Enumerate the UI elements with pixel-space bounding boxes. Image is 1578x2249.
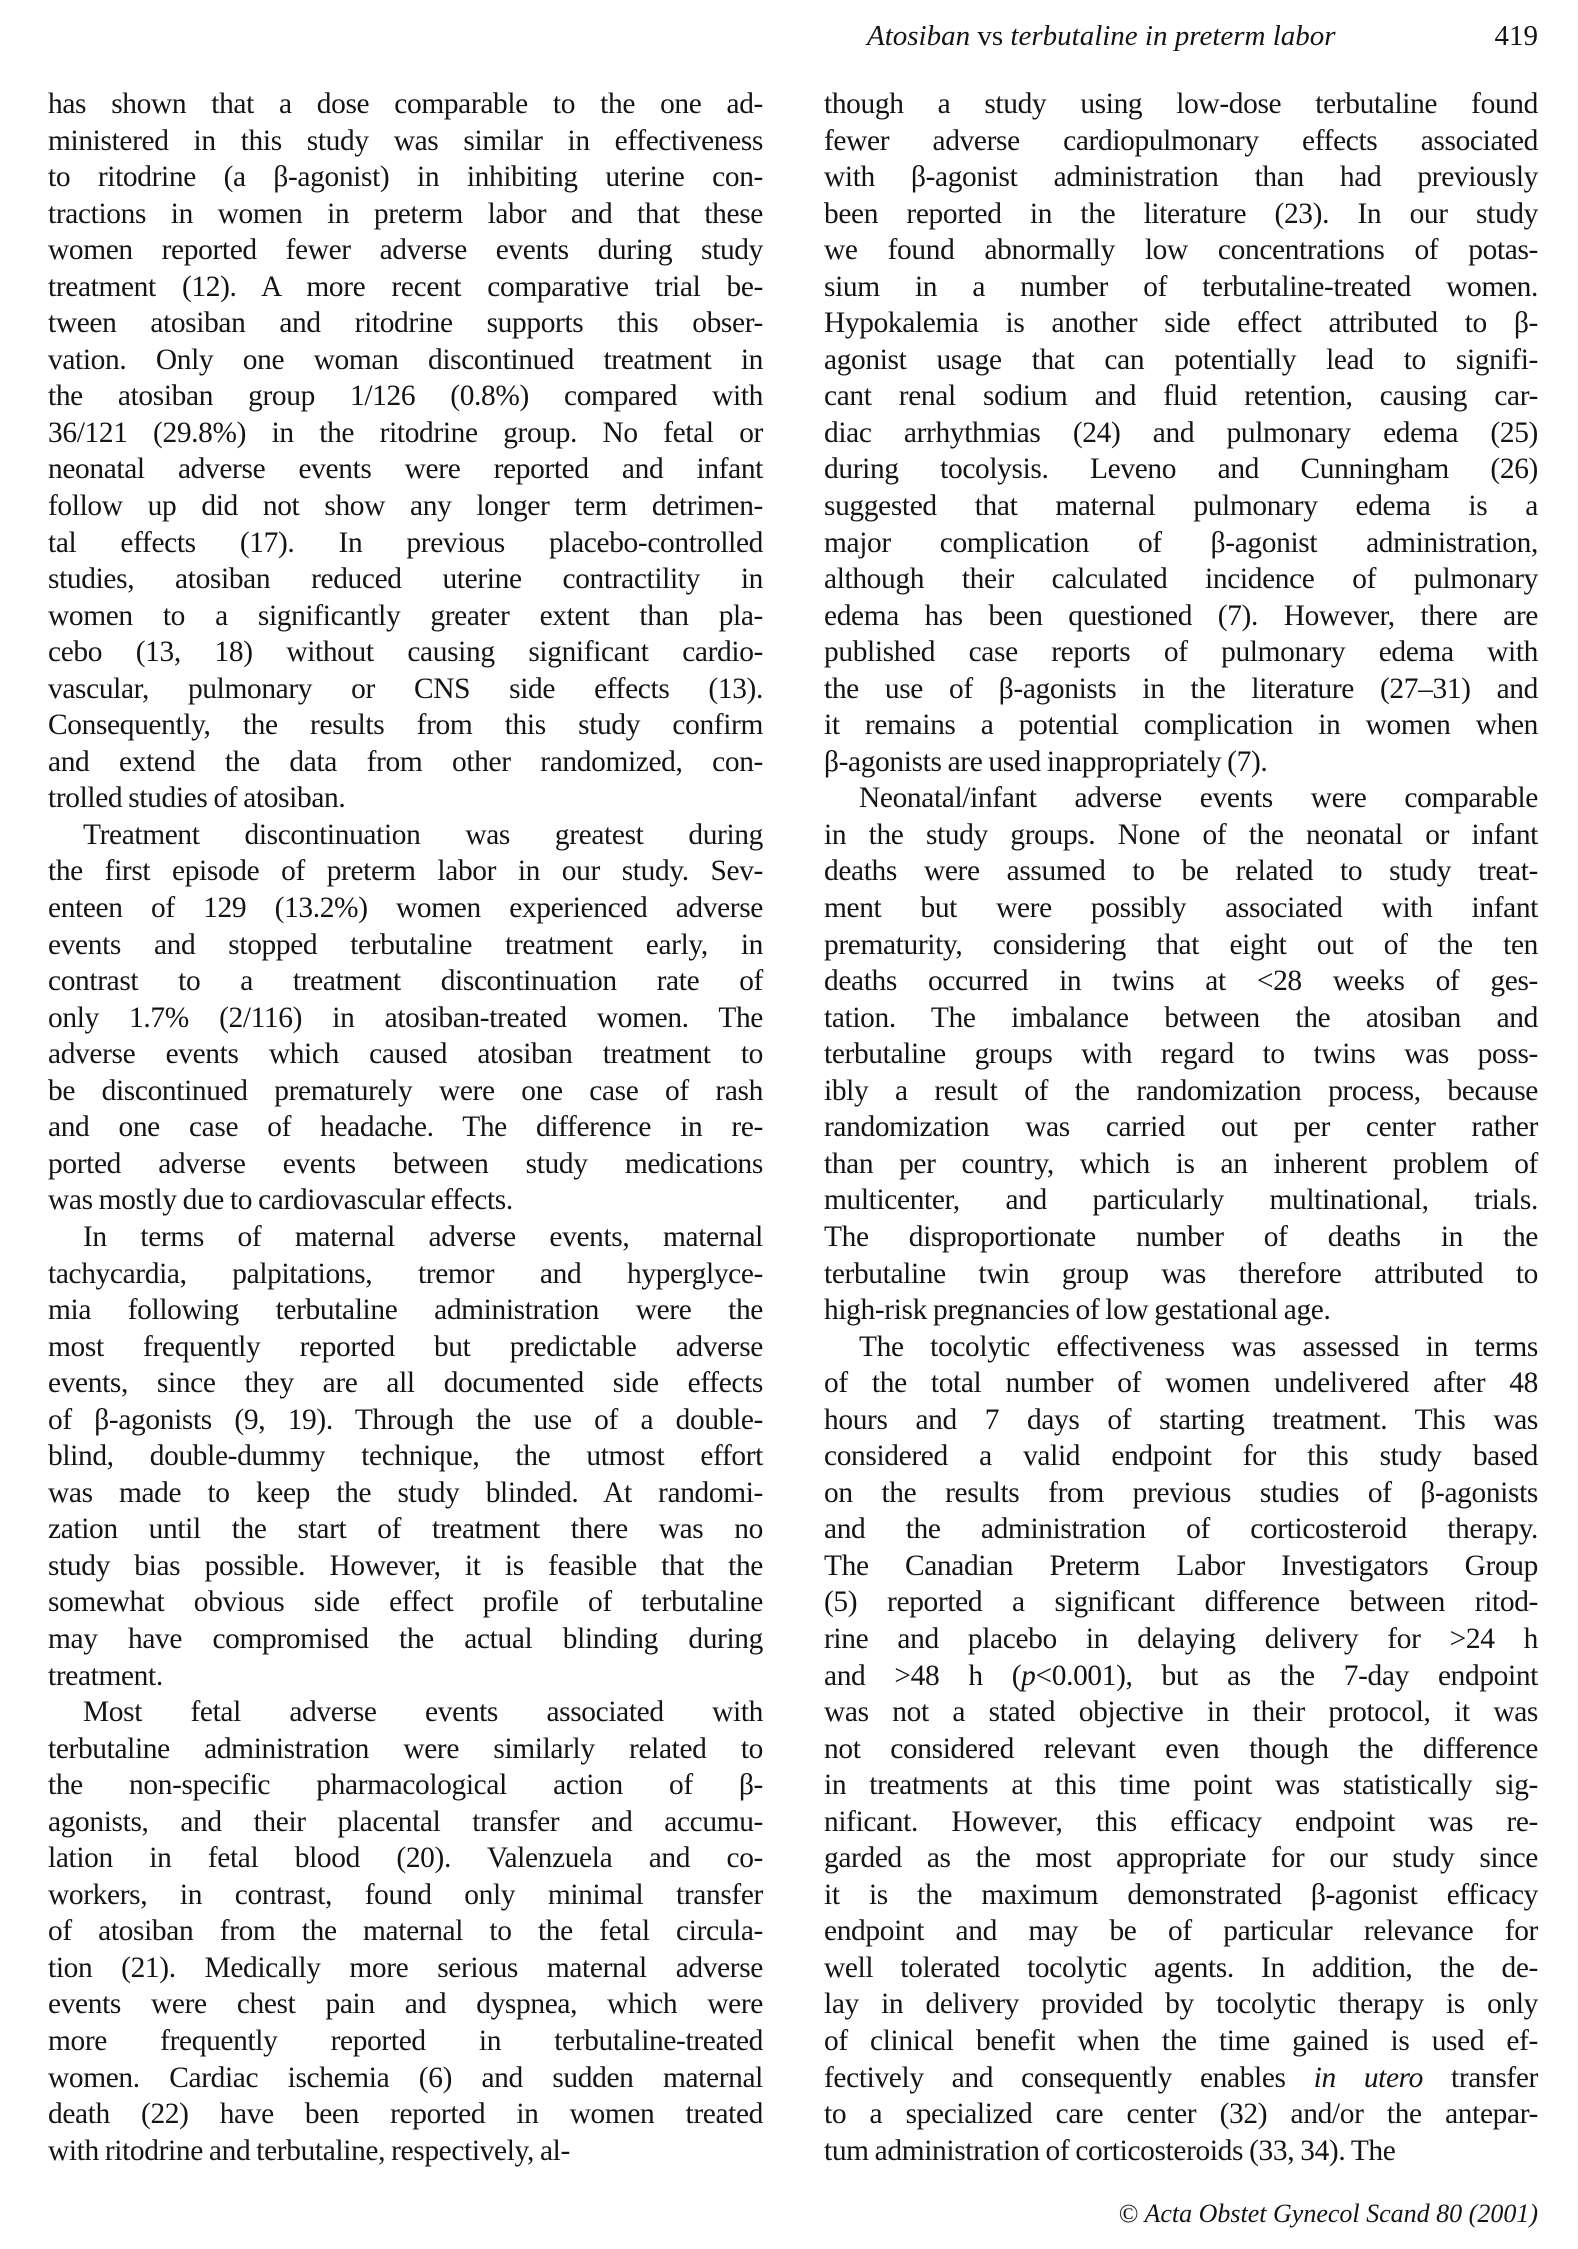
text-line: somewhat obvious side effect profile of terbutaline (48, 1586, 763, 1619)
text-line: events were chest pain and dyspnea, which were (48, 1988, 763, 2021)
text-line: of atosiban from the maternal to the fetal circula- (48, 1915, 763, 1948)
right-column (824, 86, 1538, 2186)
text-line: terbutaline twin group was therefore attributed to (824, 1257, 1538, 1290)
text-line: treatment. (48, 1659, 163, 1692)
text-line: edema has been questioned (7). However, there are (824, 599, 1538, 632)
text-line: published case reports of pulmonary edema with (824, 636, 1538, 669)
text-line: studies, atosiban reduced uterine contractility in (48, 563, 763, 596)
text-line: Consequently, the results from this study confirm (48, 709, 763, 742)
text-line: β-agonists are used inappropriately (7). (824, 745, 1268, 778)
text-line: lay in delivery provided by tocolytic therapy is only (824, 1988, 1538, 2021)
text-line: most frequently reported but predictable adverse (48, 1330, 763, 1363)
text-line: vascular, pulmonary or CNS side effects (13). (48, 672, 763, 705)
text-line: tween atosiban and ritodrine supports this obser- (48, 307, 763, 340)
text-line: only 1.7% (2/116) in atosiban-treated women. The (48, 1001, 763, 1034)
text-line: study bias possible. However, it is feasible that the (48, 1549, 763, 1582)
text-line: of the total number of women undelivered after 48 (824, 1367, 1538, 1400)
text-line: was not a stated objective in their protocol, it was (824, 1696, 1538, 1729)
text-line: during tocolysis. Leveno and Cunningham (26) (824, 453, 1538, 486)
running-title-part2: terbutaline in preterm labor (1010, 20, 1336, 52)
text-line: randomization was carried out per center rather (824, 1111, 1538, 1144)
text-line: cant renal sodium and fluid retention, causing car- (824, 380, 1538, 413)
journal-citation: Acta Obstet Gynecol Scand 80 (2001) (1138, 2199, 1538, 2228)
text-line: Most fetal adverse events associated with (83, 1696, 763, 1729)
text-line: the non-specific pharmacological action of β- (48, 1769, 763, 1802)
text-line: the use of β-agonists in the literature (27–31) and (824, 672, 1538, 705)
paragraph (824, 86, 1538, 780)
text-line: follow up did not show any longer term detrimen- (48, 490, 763, 523)
text-line: well tolerated tocolytic agents. In addition, the de- (824, 1951, 1538, 1984)
text-line: not considered relevant even though the difference (824, 1732, 1538, 1765)
text-line: tum administration of corticosteroids (33, 34). The (824, 2134, 1396, 2167)
text-line: to ritodrine (a β-agonist) in inhibiting uterine con- (48, 161, 763, 194)
text-line: vation. Only one woman discontinued treatment in (48, 343, 763, 376)
text-line: neonatal adverse events were reported and infant (48, 453, 763, 486)
text-line: women reported fewer adverse events during study (48, 234, 763, 267)
running-title (867, 20, 1336, 52)
paragraph (824, 780, 1538, 1328)
text-line: ibly a result of the randomization process, because (824, 1074, 1538, 1107)
text-line: lation in fetal blood (20). Valenzuela and co- (48, 1842, 763, 1875)
text-line: prematurity, considering that eight out of the ten (824, 928, 1538, 961)
text-line: trolled studies of atosiban. (48, 782, 346, 815)
text-line: hours and 7 days of starting treatment. This was (824, 1403, 1538, 1436)
text-line: terbutaline groups with regard to twins was poss- (824, 1038, 1538, 1071)
text-line: suggested that maternal pulmonary edema is a (824, 490, 1538, 523)
text-line: than per country, which is an inherent problem of (824, 1147, 1538, 1180)
text-line: high-risk pregnancies of low gestational age. (824, 1294, 1331, 1327)
text-line: cebo (13, 18) without causing significant cardio- (48, 636, 763, 669)
text-line: zation until the start of treatment there was no (48, 1513, 763, 1546)
text-line: Hypokalemia is another side effect attributed to β- (824, 307, 1538, 340)
text-line: tation. The imbalance between the atosiban and (824, 1001, 1538, 1034)
text-line: tractions in women in preterm labor and that these (48, 197, 763, 230)
text-line: deaths occurred in twins at <28 weeks of ges- (824, 965, 1538, 998)
text-line: with ritodrine and terbutaline, respectively, al- (48, 2134, 570, 2167)
paragraph (48, 817, 763, 1219)
text-line: was mostly due to cardiovascular effects. (48, 1184, 513, 1217)
text-line: workers, in contrast, found only minimal transfer (48, 1878, 763, 1911)
running-head (867, 16, 1538, 56)
text-line: multicenter, and particularly multinational, trials. (824, 1184, 1538, 1217)
text-line: with β-agonist administration than had previously (824, 161, 1538, 194)
text-line: it remains a potential complication in women when (824, 709, 1538, 742)
paragraph (48, 1219, 763, 1694)
text-line: been reported in the literature (23). In our study (824, 197, 1538, 230)
text-line: women to a significantly greater extent than pla- (48, 599, 763, 632)
text-line: though a study using low-dose terbutaline found (824, 88, 1538, 120)
text-line: the first episode of preterm labor in our study. Sev- (48, 855, 763, 888)
text-line: garded as the most appropriate for our study since (824, 1842, 1538, 1875)
text-line: sium in a number of terbutaline-treated women. (824, 270, 1538, 303)
text-line: it is the maximum demonstrated β-agonist efficacy (824, 1878, 1538, 1911)
text-line: The disproportionate number of deaths in the (824, 1220, 1538, 1253)
text-line: of clinical benefit when the time gained is used ef- (824, 2024, 1538, 2057)
text-line: considered a valid endpoint for this study based (824, 1440, 1538, 1473)
text-line: tachycardia, palpitations, tremor and hyperglyce- (48, 1257, 763, 1290)
left-column (48, 86, 763, 2186)
text-line: ment but were possibly associated with infant (824, 892, 1538, 925)
text-line: was made to keep the study blinded. At randomi- (48, 1476, 763, 1509)
page-number: 419 (1494, 20, 1538, 52)
text-line: fewer adverse cardiopulmonary effects associated (824, 124, 1538, 157)
text-line: may have compromised the actual blinding during (48, 1622, 763, 1655)
text-line: deaths were assumed to be related to study treat- (824, 855, 1538, 888)
text-line: of β-agonists (9, 19). Through the use of a double- (48, 1403, 763, 1436)
text-line: tal effects (17). In previous placebo-controlled (48, 526, 763, 559)
text-line: has shown that a dose comparable to the one ad- (48, 88, 763, 120)
text-line: rine and placebo in delaying delivery for >24 h (824, 1622, 1538, 1655)
text-line: women. Cardiac ischemia (6) and sudden maternal (48, 2061, 763, 2094)
paragraph (48, 1694, 763, 2169)
text-line: events and stopped terbutaline treatment early, in (48, 928, 763, 961)
text-line: although their calculated incidence of pulmonary (824, 563, 1538, 596)
text-line: and one case of headache. The difference in re- (48, 1111, 763, 1144)
text-line: tion (21). Medically more serious maternal adverse (48, 1951, 763, 1984)
text-line: we found abnormally low concentrations of potas- (824, 234, 1538, 267)
text-line: In terms of maternal adverse events, maternal (83, 1220, 763, 1253)
journal-footer (1060, 2196, 1538, 2232)
text-line: agonist usage that can potentially lead to signifi- (824, 343, 1538, 376)
text-line: diac arrhythmias (24) and pulmonary edema (25) (824, 416, 1538, 449)
text-line: be discontinued prematurely were one case of rash (48, 1074, 763, 1107)
copyright-symbol: © (1118, 2199, 1139, 2228)
text-line: major complication of β-agonist administration, (824, 526, 1538, 559)
text-line: fectively and consequently enables in utero transfer (824, 2061, 1538, 2094)
text-line: (5) reported a significant difference between ritod- (824, 1586, 1538, 1619)
text-line: The Canadian Preterm Labor Investigators Group (824, 1549, 1538, 1582)
text-line: blind, double-dummy technique, the utmost effort (48, 1440, 763, 1473)
text-line: contrast to a treatment discontinuation rate of (48, 965, 763, 998)
text-line: nificant. However, this efficacy endpoint was re- (824, 1805, 1538, 1838)
text-line: more frequently reported in terbutaline-treated (48, 2024, 763, 2057)
text-line: ported adverse events between study medications (48, 1147, 763, 1180)
running-title-vs: vs (970, 20, 1011, 52)
text-line: terbutaline administration were similarly related to (48, 1732, 763, 1765)
text-line: in the study groups. None of the neonatal or infant (824, 818, 1538, 851)
paragraph (48, 86, 763, 817)
text-line: mia following terbutaline administration were the (48, 1294, 763, 1327)
text-line: ministered in this study was similar in effectiveness (48, 124, 763, 157)
text-line: enteen of 129 (13.2%) women experienced adverse (48, 892, 763, 925)
text-line: and >48 h (p<0.001), but as the 7-day endpoint (824, 1659, 1538, 1692)
text-line: events, since they are all documented side effects (48, 1367, 763, 1400)
text-line: The tocolytic effectiveness was assessed in terms (859, 1330, 1538, 1363)
text-line: death (22) have been reported in women treated (48, 2098, 763, 2131)
text-line: the atosiban group 1/126 (0.8%) compared with (48, 380, 763, 413)
text-line: treatment (12). A more recent comparative trial be- (48, 270, 763, 303)
text-line: and extend the data from other randomized, con- (48, 745, 763, 778)
running-title-part1: Atosiban (867, 20, 971, 52)
text-line: in treatments at this time point was statistically sig- (824, 1769, 1538, 1802)
text-line: agonists, and their placental transfer and accumu- (48, 1805, 763, 1838)
text-line: endpoint and may be of particular relevance for (824, 1915, 1538, 1948)
text-line: Neonatal/infant adverse events were comparable (859, 782, 1538, 815)
text-line: Treatment discontinuation was greatest during (83, 818, 763, 851)
paragraph (824, 1329, 1538, 2170)
text-line: adverse events which caused atosiban treatment to (48, 1038, 763, 1071)
text-line: and the administration of corticosteroid therapy. (824, 1513, 1538, 1546)
text-line: to a specialized care center (32) and/or the antepar- (824, 2098, 1538, 2131)
text-line: 36/121 (29.8%) in the ritodrine group. No fetal or (48, 416, 763, 449)
text-line: on the results from previous studies of β-agonists (824, 1476, 1538, 1509)
